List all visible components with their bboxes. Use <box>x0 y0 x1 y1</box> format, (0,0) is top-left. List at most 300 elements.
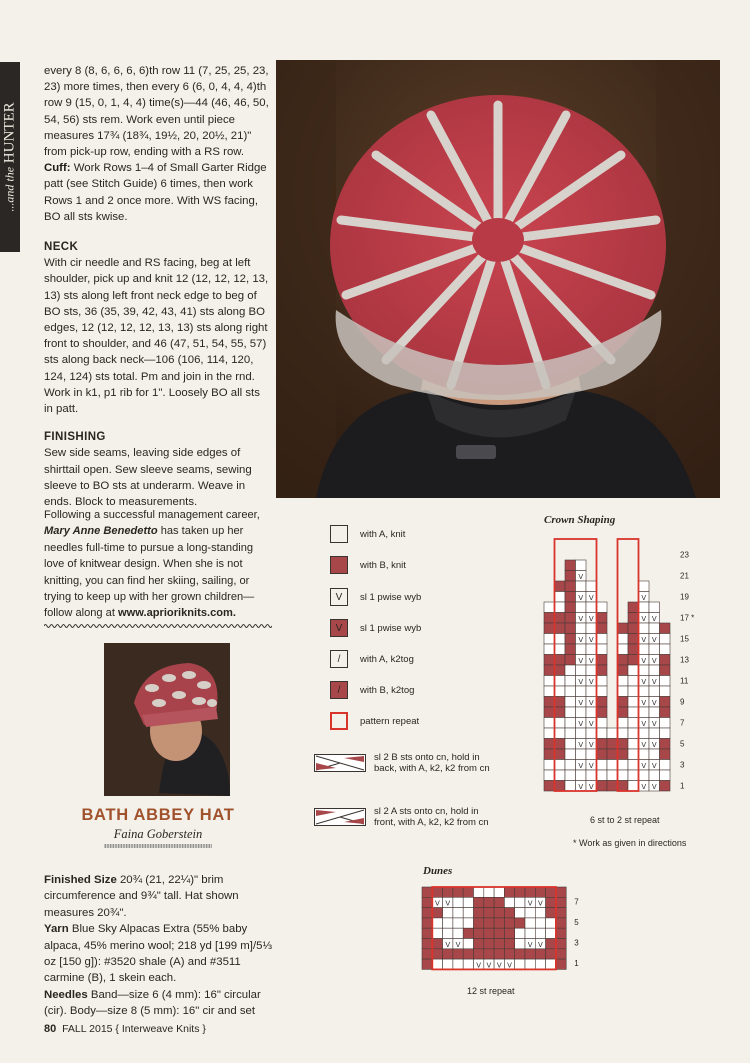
chart-cell <box>555 613 566 624</box>
chart-cell <box>546 897 556 907</box>
chart-cell <box>597 728 608 739</box>
chart-cell <box>565 623 576 634</box>
chart-cell <box>628 728 639 739</box>
k2tog-b-icon: / <box>330 681 348 699</box>
designer-bio <box>44 507 272 622</box>
crown-row-label: 13 <box>680 655 689 665</box>
chart-cell <box>565 655 576 666</box>
svg-text:V: V <box>651 615 657 623</box>
svg-text:V: V <box>445 899 451 908</box>
chart-cell <box>494 887 504 897</box>
chart-cell <box>660 707 671 718</box>
size-text: 20¾ (21, 22¼)" brim circumference and 9¾" tall. Hat shown measures 20¾". <box>44 874 239 919</box>
chart-cell <box>576 581 587 592</box>
svg-text:V: V <box>578 657 584 665</box>
slip-b-icon: V <box>330 619 348 637</box>
bio-url[interactable]: www.aprioriknits.com. <box>118 607 236 620</box>
chart-cell <box>565 686 576 697</box>
svg-text:V: V <box>588 594 594 602</box>
chart-cell <box>556 959 566 969</box>
chart-cell <box>660 760 671 771</box>
chart-cell <box>597 697 608 708</box>
chart-cell <box>474 918 484 928</box>
chart-cell <box>660 781 671 792</box>
chart-cell <box>556 897 566 907</box>
chart-cell <box>565 728 576 739</box>
section-tab-prefix: ...and the <box>2 166 17 212</box>
chart-cell <box>628 707 639 718</box>
chart-cell <box>649 707 660 718</box>
chart-cell <box>544 739 555 750</box>
chart-cell <box>422 908 432 918</box>
chart-cell <box>565 602 576 613</box>
svg-text:V: V <box>641 636 647 644</box>
chart-cell <box>556 928 566 938</box>
chart-cell <box>544 697 555 708</box>
chart-cell <box>555 728 566 739</box>
svg-text:V: V <box>435 899 440 908</box>
chart-cell <box>484 908 494 918</box>
chart-cell <box>515 918 525 928</box>
hat-photo <box>276 60 720 498</box>
svg-text:V: V <box>578 720 584 728</box>
svg-text:V: V <box>588 762 594 770</box>
chart-cell <box>565 781 576 792</box>
chart-cell <box>618 686 629 697</box>
chart-cell <box>494 949 504 959</box>
chart-cell <box>649 665 660 676</box>
chart-cell <box>544 613 555 624</box>
dunes-repeat-note: 12 st repeat <box>467 986 515 996</box>
neck-heading: NECK <box>44 241 79 254</box>
page-number: 80 <box>44 1023 57 1035</box>
chart-cell <box>660 634 671 645</box>
chart-cell <box>556 887 566 897</box>
chart-cell <box>544 634 555 645</box>
chart-cell <box>618 634 629 645</box>
chart-cell <box>607 739 618 750</box>
chart-cell <box>639 749 650 760</box>
svg-text:V: V <box>651 678 657 686</box>
chart-cell <box>576 644 587 655</box>
chart-cell <box>515 897 525 907</box>
chart-cell <box>618 760 629 771</box>
svg-text:V: V <box>588 720 594 728</box>
svg-text:V: V <box>588 615 594 623</box>
svg-text:V: V <box>651 741 657 749</box>
chart-cell <box>544 665 555 676</box>
svg-text:V: V <box>651 657 657 665</box>
chart-cell <box>597 781 608 792</box>
chart-cell <box>576 728 587 739</box>
section-tab <box>0 62 20 252</box>
svg-text:V: V <box>538 899 543 908</box>
needles-text: Band—size 6 (4 mm): 16" circular (cir). Body—size 8 (5 mm): 16" cir and set <box>44 988 261 1018</box>
decorative-rule <box>104 844 212 848</box>
k2tog-a-icon: / <box>330 650 348 668</box>
chart-cell <box>504 939 514 949</box>
svg-text:V: V <box>445 940 451 949</box>
chart-cell <box>474 897 484 907</box>
chart-cell <box>525 887 535 897</box>
chart-cell <box>422 928 432 938</box>
chart-cell <box>597 686 608 697</box>
crown-row-label: 15 <box>680 634 689 644</box>
chart-cell <box>556 939 566 949</box>
chart-cell <box>597 739 608 750</box>
chart-cell <box>639 707 650 718</box>
chart-cell <box>515 949 525 959</box>
chart-cell <box>597 613 608 624</box>
chart-cell <box>504 928 514 938</box>
neck-text: With cir needle and RS facing, beg at left shoulder, pick up and knit 12 (12, 12, 12, 13, 13) sts along left front neck edge to beg of BO sts, 36 (35, 39, 42, 43, 41) sts along BO edges, 12 (12, 12, 12, 13, 13) sts along right front to shoulder, and 46 (47, 51, 54, 55, 57) sts along back neck—106 (106, 114, 120, 124, 124) sts total. Pm and join in the rnd. Work in k1, p1 rib for 1". Loosely BO all sts in patt. <box>44 257 269 416</box>
chart-cell <box>660 686 671 697</box>
chart-cell <box>607 749 618 760</box>
chart-cell <box>515 887 525 897</box>
chart-cell <box>535 959 545 969</box>
chart-cell <box>586 707 597 718</box>
chart-cell <box>565 718 576 729</box>
chart-cell <box>535 928 545 938</box>
pattern-title: BATH ABBEY HAT <box>81 806 235 824</box>
chart-cell <box>639 644 650 655</box>
legend-item: / with A, k2tog <box>330 646 414 672</box>
svg-text:V: V <box>578 741 584 749</box>
chart-cell <box>504 949 514 959</box>
chart-cell <box>453 949 463 959</box>
svg-text:V: V <box>578 573 584 581</box>
chart-cell <box>463 887 473 897</box>
chart-cell <box>555 592 566 603</box>
crown-row-label: 3 <box>680 760 685 770</box>
chart-cell <box>618 728 629 739</box>
chart-cell <box>660 718 671 729</box>
chart-cell <box>535 918 545 928</box>
chart-cell <box>576 749 587 760</box>
chart-cell <box>525 949 535 959</box>
chart-cell <box>546 939 556 949</box>
svg-text:V: V <box>641 720 647 728</box>
chart-cell <box>453 918 463 928</box>
chart-cell <box>463 959 473 969</box>
svg-text:V: V <box>527 940 533 949</box>
chart-cell <box>544 602 555 613</box>
chart-cell <box>494 908 504 918</box>
chart-cell <box>639 770 650 781</box>
issue-label: FALL 2015 <box>62 1023 113 1035</box>
chart-cell <box>576 707 587 718</box>
chart-cell <box>555 623 566 634</box>
chart-cell <box>565 676 576 687</box>
box-empty-icon <box>330 525 348 543</box>
chart-cell <box>556 949 566 959</box>
chart-cell <box>639 665 650 676</box>
legend-item: V sl 1 pwise wyb <box>330 584 421 610</box>
chart-cell <box>432 908 442 918</box>
chart-cell <box>597 644 608 655</box>
chart-cell <box>597 749 608 760</box>
size-label: Finished Size <box>44 874 117 886</box>
chart-cell <box>649 602 660 613</box>
hat-model-photo <box>104 643 230 796</box>
chart-cell <box>597 665 608 676</box>
chart-cell <box>565 592 576 603</box>
chart-cell <box>504 908 514 918</box>
crown-row-label: 23 <box>680 550 689 560</box>
chart-cell <box>443 959 453 969</box>
legend-item: V sl 1 pwise wyb <box>330 615 421 641</box>
chart-cell <box>555 739 566 750</box>
chart-cell <box>555 602 566 613</box>
chart-cell <box>544 760 555 771</box>
dunes-row-label: 5 <box>574 917 579 927</box>
chart-cell <box>565 560 576 571</box>
chart-cell <box>597 655 608 666</box>
chart-cell <box>628 634 639 645</box>
chart-cell <box>494 897 504 907</box>
svg-text:V: V <box>578 636 584 644</box>
svg-text:V: V <box>578 678 584 686</box>
slip-a-icon: V <box>330 588 348 606</box>
chart-cell <box>544 623 555 634</box>
chart-cell <box>618 676 629 687</box>
chart-cell <box>484 897 494 907</box>
chart-cell <box>586 749 597 760</box>
chart-cell <box>660 749 671 760</box>
chart-cell <box>555 665 566 676</box>
chart-cell <box>628 697 639 708</box>
chart-cell <box>515 908 525 918</box>
chart-cell <box>618 623 629 634</box>
chart-cell <box>628 739 639 750</box>
legend-item: / with B, k2tog <box>330 677 414 703</box>
svg-text:V: V <box>588 657 594 665</box>
chart-cell <box>618 718 629 729</box>
chart-cell <box>660 728 671 739</box>
chart-cell <box>474 887 484 897</box>
chart-cell <box>515 939 525 949</box>
chart-cell <box>544 686 555 697</box>
chart-cell <box>443 918 453 928</box>
crown-row-label: 17 * <box>680 613 695 623</box>
svg-text:V: V <box>578 594 584 602</box>
chart-cell <box>546 918 556 928</box>
chart-cell <box>555 634 566 645</box>
wavy-divider <box>44 622 272 630</box>
chart-cell <box>565 644 576 655</box>
chart-cell <box>586 728 597 739</box>
chart-cell <box>576 686 587 697</box>
chart-cell <box>422 959 432 969</box>
chart-cell <box>504 897 514 907</box>
chart-cell <box>618 770 629 781</box>
chart-cell <box>660 770 671 781</box>
chart-cell <box>555 581 566 592</box>
chart-cell <box>504 918 514 928</box>
svg-text:V: V <box>578 615 584 623</box>
chart-cell <box>474 949 484 959</box>
cuff-label: Cuff: <box>44 162 71 175</box>
chart-cell <box>660 676 671 687</box>
chart-cell <box>628 781 639 792</box>
chart-cell <box>556 918 566 928</box>
finishing-text: Sew side seams, leaving side edges of shirttail open. Sew sleeve seams, sewing sleeve to BO sts at underarm. Weave in ends. Block to measurements. <box>44 447 252 509</box>
dunes-chart-title: Dunes <box>423 865 453 877</box>
crown-row-label: 1 <box>680 781 685 791</box>
chart-cell <box>484 918 494 928</box>
repeat-box-icon <box>330 712 348 730</box>
chart-cell <box>618 749 629 760</box>
dunes-row-label: 1 <box>574 959 579 969</box>
chart-cell <box>432 918 442 928</box>
chart-cell <box>544 676 555 687</box>
crown-row-label: 19 <box>680 592 689 602</box>
chart-cell <box>576 770 587 781</box>
chart-cell <box>607 781 618 792</box>
chart-cell <box>432 939 442 949</box>
svg-text:V: V <box>486 961 492 970</box>
svg-text:V: V <box>641 594 647 602</box>
chart-cell <box>597 718 608 729</box>
chart-cell <box>555 697 566 708</box>
chart-cell <box>555 644 566 655</box>
svg-text:V: V <box>651 762 657 770</box>
chart-cell <box>432 959 442 969</box>
chart-cell <box>660 739 671 750</box>
pattern-designer: Faina Goberstein <box>113 827 203 841</box>
chart-cell <box>639 728 650 739</box>
chart-cell <box>618 655 629 666</box>
chart-cell <box>628 749 639 760</box>
svg-text:V: V <box>588 699 594 707</box>
chart-cell <box>546 928 556 938</box>
chart-cell <box>535 949 545 959</box>
chart-cell <box>453 897 463 907</box>
chart-cell <box>565 770 576 781</box>
chart-cell <box>597 676 608 687</box>
chart-cell <box>463 928 473 938</box>
chart-cell <box>544 718 555 729</box>
crown-footnote: * Work as given in directions <box>573 838 687 848</box>
chart-cell <box>463 939 473 949</box>
chart-cell <box>546 959 556 969</box>
chart-cell <box>586 644 597 655</box>
chart-cell <box>628 655 639 666</box>
chart-cell <box>544 707 555 718</box>
chart-cell <box>660 644 671 655</box>
box-filled-icon <box>330 556 348 574</box>
chart-cell <box>474 908 484 918</box>
chart-cell <box>484 939 494 949</box>
chart-cell <box>432 887 442 897</box>
legend-item: sl 2 B sts onto cn, hold in back, with A, k2, k2 from cn <box>330 743 494 783</box>
chart-cell <box>576 623 587 634</box>
crown-row-label: 9 <box>680 697 685 707</box>
svg-text:V: V <box>641 615 647 623</box>
chart-cell <box>544 749 555 760</box>
page-footer <box>44 1023 206 1035</box>
chart-cell <box>546 887 556 897</box>
dunes-row-label: 3 <box>574 938 579 948</box>
crown-row-label: 11 <box>680 676 689 686</box>
chart-cell <box>649 644 660 655</box>
crown-chart-title: Crown Shaping <box>544 514 616 526</box>
chart-cell <box>586 686 597 697</box>
chart-cell <box>544 655 555 666</box>
chart-cell <box>618 739 629 750</box>
svg-text:V: V <box>588 741 594 749</box>
svg-text:V: V <box>538 940 543 949</box>
chart-cell <box>618 644 629 655</box>
legend-item: sl 2 A sts onto cn, hold in front, with A, k2, k2 from cn <box>330 797 494 837</box>
chart-cell <box>556 908 566 918</box>
chart-cell <box>555 781 566 792</box>
chart-cell <box>443 908 453 918</box>
svg-text:V: V <box>651 720 657 728</box>
chart-cell <box>422 939 432 949</box>
chart-cell <box>555 707 566 718</box>
yarn-text: Blue Sky Alpacas Extra (55% baby alpaca, 45% merino wool; 218 yd [199 m]/5⅓ oz [150 g]): #3520 shale (A) and #3511 carmine (B), 1 skein each. <box>44 923 272 985</box>
chart-cell <box>660 623 671 634</box>
chart-cell <box>618 697 629 708</box>
chart-cell <box>525 908 535 918</box>
svg-text:V: V <box>641 783 647 791</box>
chart-cell <box>639 602 650 613</box>
chart-cell <box>607 728 618 739</box>
chart-cell <box>463 908 473 918</box>
chart-cell <box>649 728 660 739</box>
chart-cell <box>443 949 453 959</box>
chart-cell <box>443 928 453 938</box>
chart-cell <box>639 581 650 592</box>
svg-text:V: V <box>578 783 584 791</box>
legend-item: with B, knit <box>330 552 406 578</box>
chart-cell <box>484 887 494 897</box>
svg-text:V: V <box>641 699 647 707</box>
svg-text:V: V <box>641 678 647 686</box>
chart-cell <box>494 918 504 928</box>
chart-cell <box>649 770 660 781</box>
chart-cell <box>515 959 525 969</box>
chart-cell <box>586 602 597 613</box>
chart-cell <box>660 655 671 666</box>
magazine-name: { Interweave Knits } <box>115 1023 206 1035</box>
crown-row-label: 5 <box>680 739 685 749</box>
chart-cell <box>565 571 576 582</box>
chart-cell <box>443 887 453 897</box>
cable-back-icon <box>314 754 366 772</box>
yarn-label: Yarn <box>44 923 69 936</box>
svg-text:V: V <box>588 678 594 686</box>
svg-text:V: V <box>588 783 594 791</box>
chart-cell <box>555 749 566 760</box>
svg-text:V: V <box>476 961 482 970</box>
chart-cell <box>576 602 587 613</box>
crown-chart <box>540 535 720 807</box>
svg-text:V: V <box>527 899 533 908</box>
chart-cell <box>628 613 639 624</box>
svg-text:V: V <box>578 762 584 770</box>
chart-cell <box>628 676 639 687</box>
chart-cell <box>504 887 514 897</box>
svg-text:V: V <box>651 783 657 791</box>
dunes-row-label: 7 <box>574 897 579 907</box>
chart-cell <box>565 634 576 645</box>
chart-cell <box>494 939 504 949</box>
chart-cell <box>660 697 671 708</box>
chart-cell <box>607 770 618 781</box>
chart-cell <box>544 770 555 781</box>
